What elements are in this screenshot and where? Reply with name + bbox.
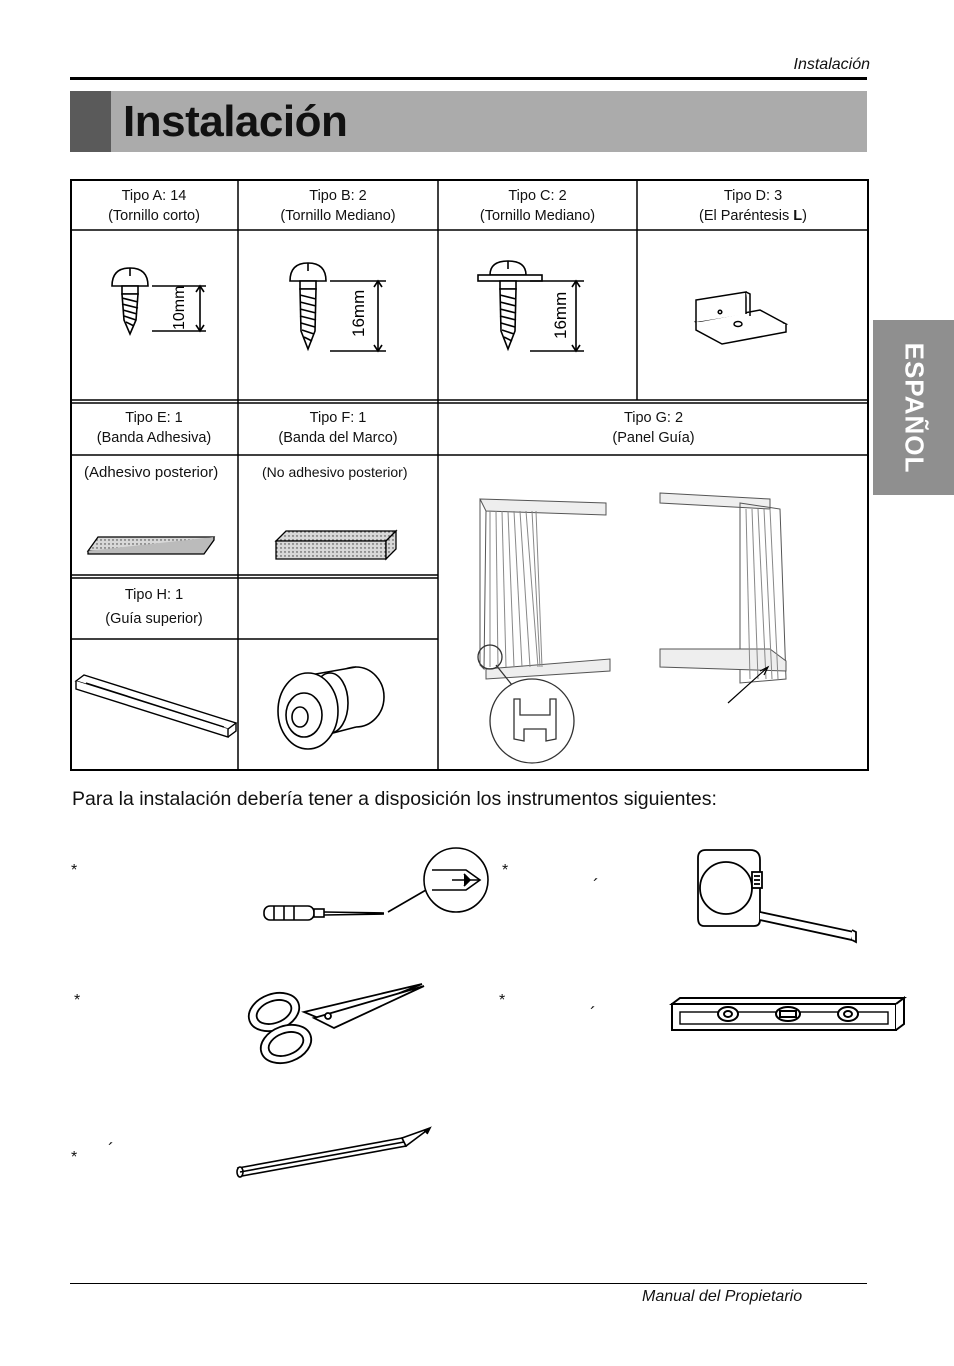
footer-label: Manual del Propietario xyxy=(642,1288,803,1305)
type-e-name: Tipo E: 1 xyxy=(125,410,183,426)
type-a-desc: (Tornillo corto) xyxy=(108,208,200,224)
guide-panel-icon xyxy=(470,489,865,769)
top-rule xyxy=(70,77,867,80)
type-a-label xyxy=(70,186,238,226)
tool-bullet-level: * xyxy=(499,992,506,1009)
adhesive-strip-icon xyxy=(84,531,219,557)
page-title: Instalación xyxy=(123,97,348,146)
bottom-rule xyxy=(70,1283,867,1284)
rubber-plug-icon xyxy=(270,659,390,759)
type-c-dimension: 16mm xyxy=(551,291,570,339)
screw-medium-icon xyxy=(280,259,410,359)
type-h-desc: (Guía superior) xyxy=(105,611,203,627)
tool-accent-level: ´ xyxy=(590,1004,596,1024)
level-icon xyxy=(668,994,908,1038)
type-e-sublabel: (Adhesivo posterior) xyxy=(84,464,219,481)
tool-bullet-pencil: * xyxy=(71,1149,78,1166)
type-h-label xyxy=(70,583,238,631)
frame-strip-icon xyxy=(272,527,402,563)
type-f-name: Tipo F: 1 xyxy=(309,410,367,426)
tool-bullet-screwdriver: * xyxy=(71,862,78,879)
tool-accent-pencil: ´ xyxy=(108,1140,114,1160)
screwdriver-icon xyxy=(260,846,500,926)
section-header-label: Instalación xyxy=(793,56,870,73)
scissors-icon xyxy=(244,978,429,1068)
type-h-name: Tipo H: 1 xyxy=(124,587,184,603)
type-d-label xyxy=(637,186,869,226)
type-d-name: Tipo D: 3 xyxy=(723,188,783,204)
tool-accent-tape-measure: ´ xyxy=(593,876,599,896)
pencil-icon xyxy=(232,1120,438,1184)
type-c-name: Tipo C: 2 xyxy=(508,188,567,204)
type-b-desc: (Tornillo Mediano) xyxy=(280,208,396,224)
type-e-label xyxy=(70,408,238,448)
type-f-desc: (Banda del Marco) xyxy=(278,430,398,446)
screw-short-icon xyxy=(100,264,210,344)
type-b-label xyxy=(238,186,438,226)
type-c-desc: (Tornillo Mediano) xyxy=(479,208,596,224)
type-g-name: Tipo G: 2 xyxy=(623,410,684,426)
type-a-name: Tipo A: 14 xyxy=(121,188,187,204)
tool-bullet-scissors: * xyxy=(74,992,81,1009)
type-g-label xyxy=(438,408,869,448)
top-guide-icon xyxy=(74,669,239,739)
type-f-label xyxy=(238,408,438,448)
type-g-desc: (Panel Guía) xyxy=(612,430,695,446)
type-f-sublabel: (No adhesivo posterior) xyxy=(262,464,408,480)
type-b-dimension: 16mm xyxy=(349,289,368,337)
language-tab-label: ESPAÑOL xyxy=(899,342,929,473)
screw-washer-icon xyxy=(474,259,604,359)
type-d-desc: (El Paréntesis L) xyxy=(699,208,807,224)
tape-measure-icon xyxy=(690,846,865,946)
tool-bullet-tape-measure: * xyxy=(502,862,509,879)
language-tab xyxy=(873,320,954,495)
title-accent-block xyxy=(70,91,111,152)
parts-table xyxy=(70,179,869,771)
type-a-dimension: 10mm xyxy=(171,285,188,330)
type-e-desc: (Banda Adhesiva) xyxy=(96,430,212,446)
instructions-text: Para la instalación debería tener a disposición los instrumentos siguientes: xyxy=(72,788,717,810)
type-b-name: Tipo B: 2 xyxy=(309,188,367,204)
l-bracket-icon xyxy=(690,274,800,354)
type-c-label xyxy=(438,186,637,226)
